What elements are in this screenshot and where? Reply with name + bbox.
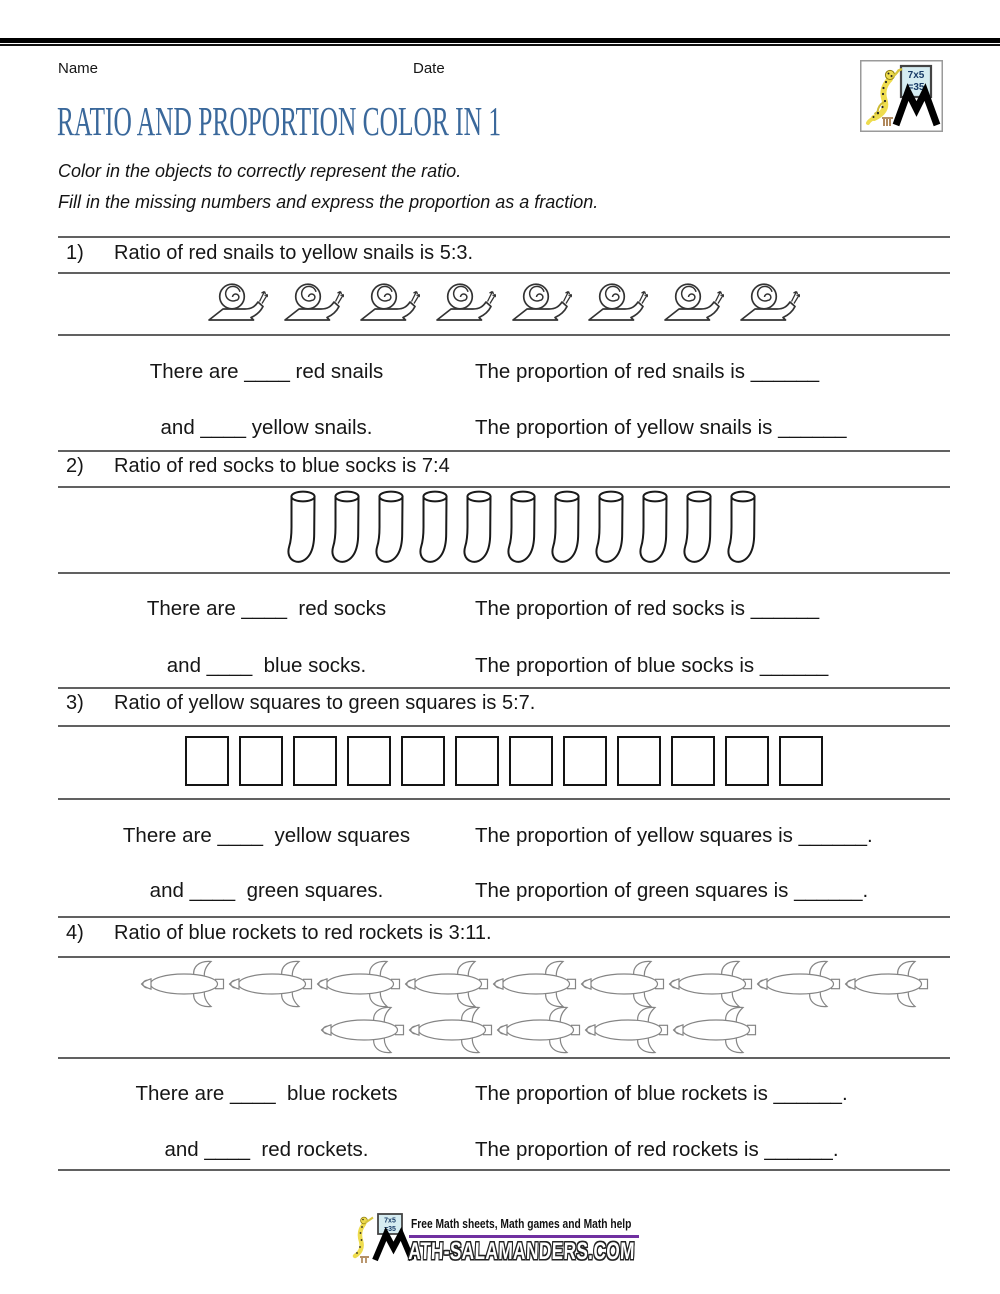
sock-body [552,497,578,562]
rocket-icon[interactable] [408,1005,496,1055]
rocket-icon[interactable] [316,959,404,1009]
problem-1-header [58,240,950,266]
divider-line [58,687,950,689]
rocket-row-2 [94,1005,986,1055]
rocket-body [151,974,218,994]
problem-prompt: Ratio of red socks to blue socks is 7:4 [114,455,450,477]
sock-body [640,497,666,562]
divider-line [58,334,950,336]
snail-icon[interactable] [740,280,800,324]
rocket-icon[interactable] [228,959,316,1009]
snail-icon[interactable] [284,280,344,324]
sock-icon[interactable] [594,489,628,567]
footer-site-name: ATH-SALAMANDERS.COM [407,1238,636,1265]
blank-proportion-statement: The proportion of red snails is ______ [475,360,820,383]
square-shape[interactable] [563,736,607,786]
rocket-body [683,1020,750,1040]
square-shape[interactable] [671,736,715,786]
blank-count-statement: and ____ yellow snails. [160,416,373,439]
page-title: RATIO AND PROPORTION COLOR IN 1 [57,98,502,144]
rocket-body [327,974,394,994]
sock-body [464,497,490,562]
divider-line [58,798,950,800]
problem-number: 3) [66,692,84,714]
square-shape[interactable] [293,736,337,786]
divider-line [58,272,950,274]
rocket-icon[interactable] [756,959,844,1009]
problem-number: 2) [66,455,84,477]
rocket-icon[interactable] [404,959,492,1009]
salamander-icon [355,1217,373,1263]
rocket-body [419,1020,486,1040]
rocket-body [767,974,834,994]
whiteboard-text-bottom: =35 [384,1226,396,1233]
divider-line [58,725,950,727]
rocket-icon[interactable] [668,959,756,1009]
divider-line [58,236,950,238]
sock-body [728,497,754,562]
instruction-line-1: Color in the objects to correctly represent the ratio. [58,161,462,181]
sock-body [508,497,534,562]
square-row [58,736,950,786]
rocket-icon[interactable] [492,959,580,1009]
name-label: Name [58,60,99,77]
fill-row [58,414,950,441]
blank-count-statement: There are ____ yellow squares [122,824,411,847]
sock-body [596,497,622,562]
rocket-icon[interactable] [580,959,668,1009]
blank-proportion-statement: The proportion of yellow snails is ______ [475,416,847,439]
blank-count-statement: and ____ green squares. [149,879,384,902]
fill-row [58,1136,950,1163]
blank-proportion-statement: The proportion of red socks is ______ [475,597,820,620]
square-shape[interactable] [779,736,823,786]
blank-proportion-statement: The proportion of red rockets is ______. [475,1138,839,1161]
footer-tagline: Free Math sheets, Math games and Math help [411,1217,632,1231]
sock-cuff [423,492,446,502]
sock-icon[interactable] [506,489,540,567]
sock-cuff [555,492,578,502]
whiteboard-text-top: 7x5 [384,1217,396,1225]
square-shape[interactable] [509,736,553,786]
blank-count-statement: There are ____ red snails [149,360,384,383]
instruction-line-2: Fill in the missing numbers and express the proportion as a fraction. [58,192,599,212]
rocket-icon[interactable] [584,1005,672,1055]
sock-icon[interactable] [374,489,408,567]
divider-line [58,572,950,574]
sock-row [77,489,969,567]
problem-2-header [58,453,950,479]
blank-proportion-statement: The proportion of blue rockets is ______. [475,1082,848,1105]
divider-line [58,956,950,958]
rocket-body [331,1020,398,1040]
fill-row [58,822,950,849]
sock-body [376,497,402,562]
sock-body [332,497,358,562]
square-shape[interactable] [347,736,391,786]
rocket-body [507,1020,574,1040]
square-shape[interactable] [185,736,229,786]
rocket-icon[interactable] [672,1005,760,1055]
sock-body [420,497,446,562]
rocket-body [855,974,922,994]
square-shape[interactable] [617,736,661,786]
rocket-body [503,974,570,994]
fill-row [58,1080,950,1107]
rocket-icon[interactable] [844,959,932,1009]
problem-4-header [58,920,950,946]
logo-m-glyph [375,1234,412,1260]
sock-cuff [291,492,314,502]
sock-body [684,497,710,562]
fill-row [58,877,950,904]
divider-line [58,1169,950,1171]
whiteboard-text-top: 7x5 [907,70,925,81]
snail-icon[interactable] [512,280,572,324]
snail-icon[interactable] [208,280,268,324]
sock-cuff [599,492,622,502]
square-shape[interactable] [401,736,445,786]
math-salamanders-logo [860,60,943,132]
snail-icon[interactable] [360,280,420,324]
problem-number: 4) [66,922,84,944]
footer-salamander-logo [352,1210,414,1264]
snail-icon[interactable] [664,280,724,324]
sock-cuff [511,492,534,502]
rocket-body [591,974,658,994]
top-border-rule [0,38,1000,46]
snail-icon[interactable] [436,280,496,324]
problem-prompt: Ratio of blue rockets to red rockets is 3:11. [114,922,492,944]
sock-icon[interactable] [638,489,672,567]
sock-cuff [467,492,490,502]
fill-row [58,652,950,679]
divider-line [58,450,950,452]
sock-icon[interactable] [462,489,496,567]
sock-body [288,497,314,562]
sock-cuff [687,492,710,502]
rocket-icon[interactable] [496,1005,584,1055]
blank-proportion-statement: The proportion of green squares is ______. [475,879,869,902]
sock-cuff [335,492,358,502]
problem-3-header [58,690,950,716]
rocket-body [595,1020,662,1040]
blank-count-statement: and ____ red rockets. [164,1138,369,1161]
sock-icon[interactable] [418,489,452,567]
sock-cuff [379,492,402,502]
problem-number: 1) [66,242,84,264]
sock-icon[interactable] [286,489,320,567]
blank-proportion-statement: The proportion of blue socks is ______ [475,654,829,677]
divider-line [58,916,950,918]
sock-icon[interactable] [682,489,716,567]
problem-prompt: Ratio of red snails to yellow snails is 5:3. [114,242,474,264]
blank-count-statement: There are ____ red socks [146,597,387,620]
whiteboard-text-bottom: =35 [907,82,925,93]
blank-count-statement: There are ____ blue rockets [135,1082,398,1105]
snail-icon[interactable] [588,280,648,324]
rocket-icon[interactable] [140,959,228,1009]
sock-cuff [731,492,754,502]
snail-row [58,280,950,324]
sock-icon[interactable] [330,489,364,567]
sock-cuff [643,492,666,502]
rocket-row-1 [90,959,982,1009]
divider-line [58,486,950,488]
blank-proportion-statement: The proportion of yellow squares is ______. [475,824,873,847]
date-label: Date [413,60,445,77]
rocket-icon[interactable] [320,1005,408,1055]
rocket-body [679,974,746,994]
square-shape[interactable] [239,736,283,786]
sock-icon[interactable] [550,489,584,567]
blank-count-statement: and ____ blue socks. [166,654,367,677]
fill-row [58,358,950,385]
sock-icon[interactable] [726,489,760,567]
fill-row [58,595,950,622]
rocket-body [415,974,482,994]
square-shape[interactable] [725,736,769,786]
divider-line [58,1057,950,1059]
problem-prompt: Ratio of yellow squares to green squares is 5:7. [114,692,536,714]
square-shape[interactable] [455,736,499,786]
rocket-body [239,974,306,994]
